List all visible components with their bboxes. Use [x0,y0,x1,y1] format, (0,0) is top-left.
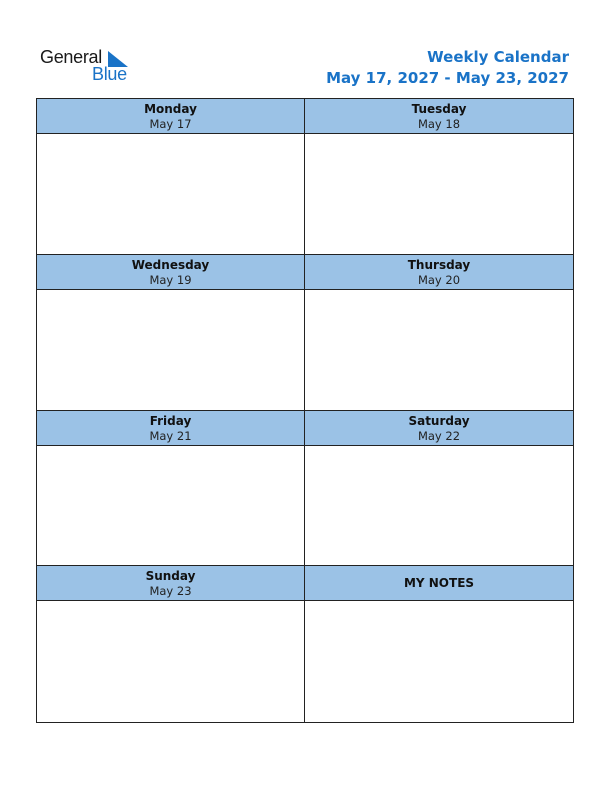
logo [40,47,140,87]
day-cell-saturday [305,411,573,567]
day-name: Tuesday [411,102,467,116]
calendar-grid [36,98,574,723]
day-notes-area[interactable] [305,290,573,410]
day-header [37,255,304,290]
logo-general-text: General [40,47,102,67]
date-range: May 17, 2027 - May 23, 2027 [326,69,569,87]
notes-area[interactable] [305,601,573,722]
day-header [305,99,573,134]
day-cell-friday [37,411,305,567]
day-date: May 20 [417,272,461,287]
day-notes-area[interactable] [37,601,304,722]
day-header [305,411,573,446]
day-notes-area[interactable] [37,134,304,254]
day-date: May 18 [417,117,461,131]
day-cell-thursday [305,255,573,411]
day-name: Friday [149,413,192,428]
day-header [305,255,573,290]
day-cell-wednesday [37,255,305,411]
day-header [37,99,304,134]
day-cell-monday [37,99,305,255]
day-date: May 22 [417,428,461,443]
logo-blue-text: Blue [92,64,127,84]
day-notes-area[interactable] [305,446,573,566]
day-date: May 21 [149,428,192,443]
day-header [37,566,304,601]
day-date: May 17 [149,117,192,131]
day-date: May 23 [149,584,192,599]
day-name: Thursday [407,257,471,272]
day-name: Sunday [145,569,196,584]
notes-header [305,566,573,601]
document-header [326,48,569,88]
day-name: Wednesday [131,257,210,272]
day-notes-area[interactable] [37,290,304,410]
day-name: Monday [144,102,197,116]
day-notes-area[interactable] [37,446,304,566]
day-name: Saturday [408,413,470,428]
day-notes-area[interactable] [305,134,573,254]
document-title: Weekly Calendar [427,48,569,66]
day-cell-tuesday [305,99,573,255]
notes-cell [305,566,573,722]
day-cell-sunday [37,566,305,722]
notes-label: MY NOTES [403,576,475,591]
day-date: May 19 [149,272,192,287]
day-header [37,411,304,446]
